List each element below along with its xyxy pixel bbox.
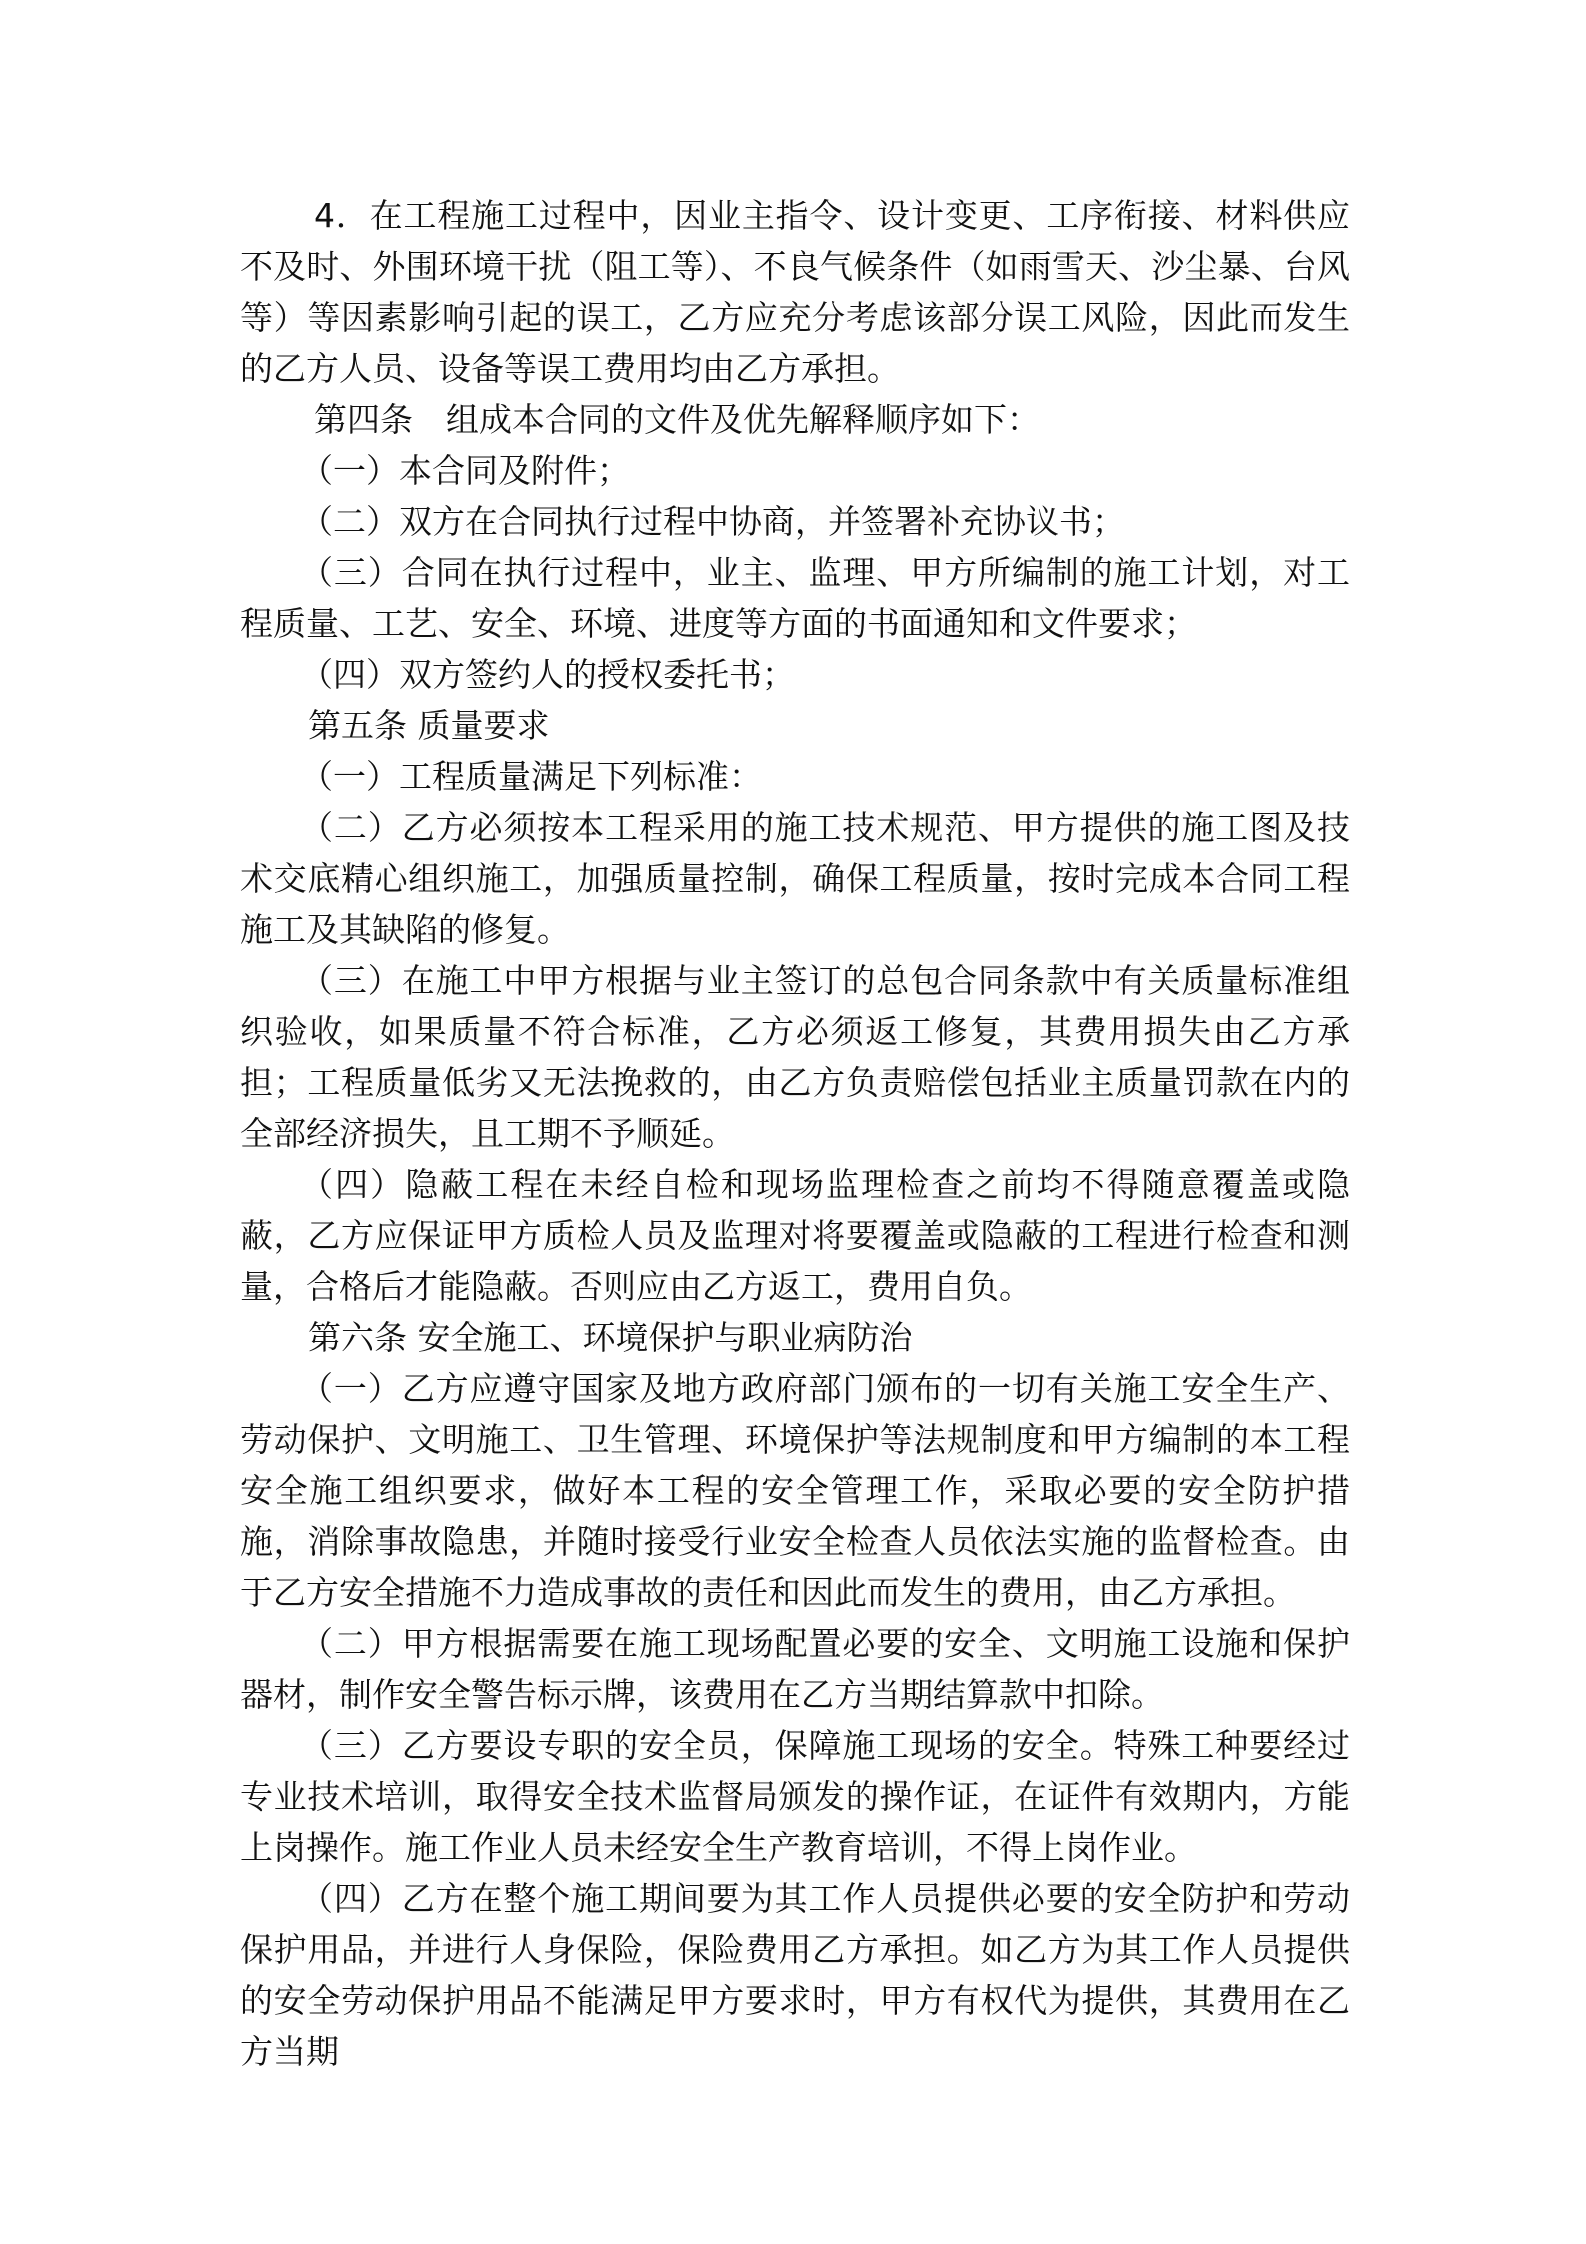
article-6-item-1: （一）乙方应遵守国家及地方政府部门颁布的一切有关施工安全生产、劳动保护、文明施工、卫生管理、环境保护等法规制度和甲方编制的本工程安全施工组织要求，做好本工程的安全管理工作，采取必要的安全防护措施，消除事故隐患，并随时接受行业安全检查人员依法实施的监督检查。由于乙方安全措施不力造成事故的责任和因此而发生的费用，由乙方承担。: [240, 1369, 1350, 1612]
contract-page: [240, 190, 1350, 2077]
article-4-item-1: （一）本合同及附件；: [300, 451, 630, 490]
article-6-heading: 第六条 安全施工、环境保护与职业病防治: [308, 1318, 913, 1357]
article-6-item-4: （四）乙方在整个施工期间要为其工作人员提供必要的安全防护和劳动保护用品，并进行人身保险，保险费用乙方承担。如乙方为其工作人员提供的安全劳动保护用品不能满足甲方要求时，甲方有权代为提供，其费用在乙方当期: [240, 1879, 1350, 2071]
article-5-item-3: （三）在施工中甲方根据与业主签订的总包合同条款中有关质量标准组织验收，如果质量不符合标准，乙方必须返工修复，其费用损失由乙方承担；工程质量低劣又无法挽救的，由乙方负责赔偿包括业主质量罚款在内的全部经济损失，且工期不予顺延。: [240, 961, 1350, 1153]
article-5-item-1: （一）工程质量满足下列标准：: [300, 757, 762, 796]
article-6-item-2: （二）甲方根据需要在施工现场配置必要的安全、文明施工设施和保护器材，制作安全警告标示牌，该费用在乙方当期结算款中扣除。: [240, 1624, 1350, 1714]
article-4-item-4: （四）双方签约人的授权委托书；: [300, 655, 795, 694]
article-5-heading: 第五条 质量要求: [308, 706, 550, 745]
article-4-item-3: （三）合同在执行过程中，业主、监理、甲方所编制的施工计划，对工程质量、工艺、安全、环境、进度等方面的书面通知和文件要求；: [240, 553, 1350, 643]
article-5-item-4: （四）隐蔽工程在未经自检和现场监理检查之前均不得随意覆盖或隐蔽，乙方应保证甲方质检人员及监理对将要覆盖或隐蔽的工程进行检查和测量，合格后才能隐蔽。否则应由乙方返工，费用自负。: [240, 1165, 1350, 1306]
article-4-item-2: （二）双方在合同执行过程中协商，并签署补充协议书；: [300, 502, 1125, 541]
article-4-heading: 第四条 组成本合同的文件及优先解释顺序如下：: [314, 400, 1040, 439]
article-5-item-2: （二）乙方必须按本工程采用的施工技术规范、甲方提供的施工图及技术交底精心组织施工，加强质量控制，确保工程质量，按时完成本合同工程施工及其缺陷的修复。: [240, 808, 1350, 949]
clause-3-item-4: 4．在工程施工过程中，因业主指令、设计变更、工序衔接、材料供应不及时、外围环境干扰（阻工等）、不良气候条件（如雨雪天、沙尘暴、台风等）等因素影响引起的误工，乙方应充分考虑该部分误工风险，因此而发生的乙方人员、设备等误工费用均由乙方承担。: [240, 196, 1350, 388]
article-6-item-3: （三）乙方要设专职的安全员，保障施工现场的安全。特殊工种要经过专业技术培训，取得安全技术监督局颁发的操作证，在证件有效期内，方能上岗操作。施工作业人员未经安全生产教育培训，不得上岗作业。: [240, 1726, 1350, 1867]
